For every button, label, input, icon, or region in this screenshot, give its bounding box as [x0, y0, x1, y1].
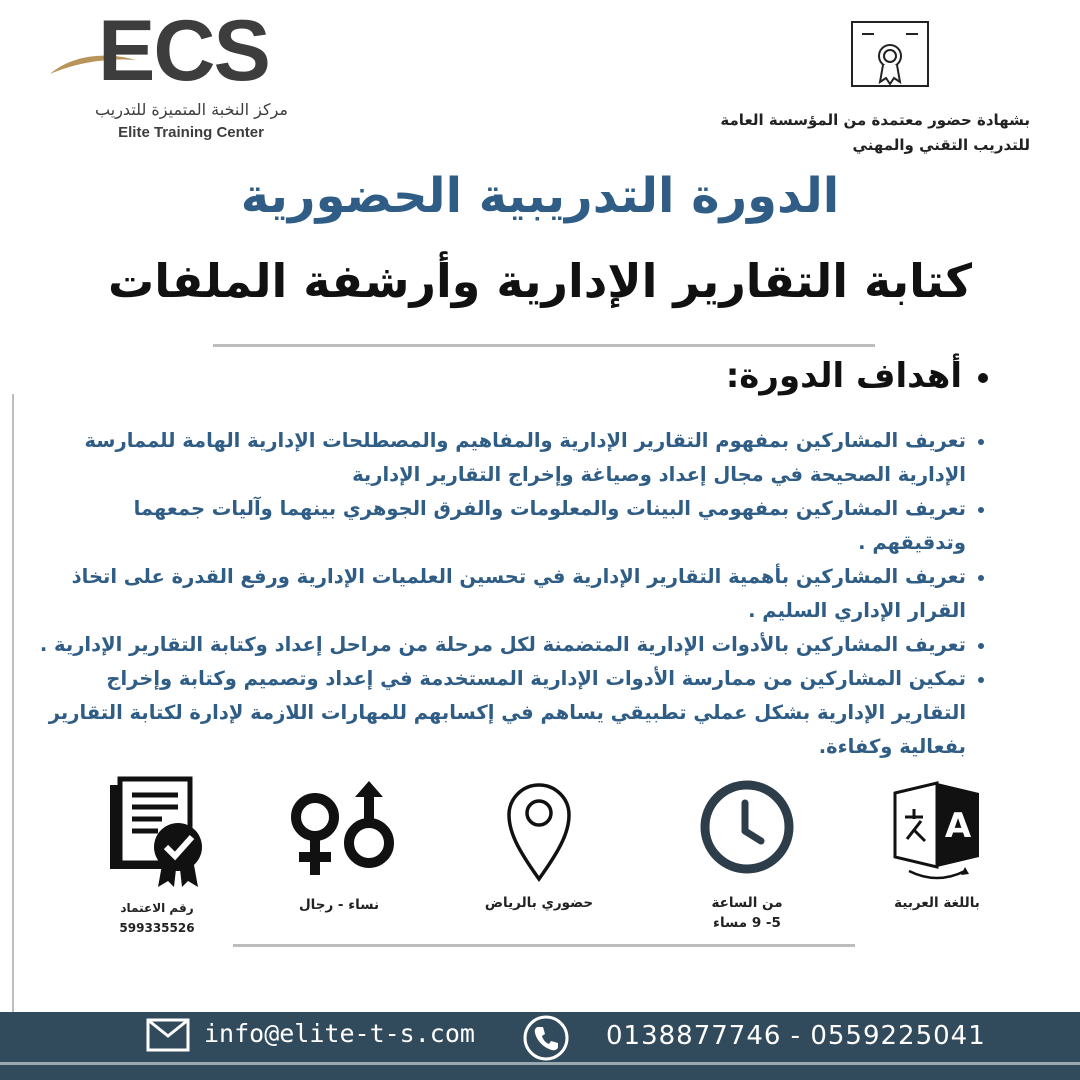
info-accreditation — [82, 775, 232, 938]
time-line-1: من الساعة — [711, 895, 783, 911]
svg-text:A: A — [944, 806, 972, 846]
phone-numbers[interactable]: 0138877746 - 0559225041 — [606, 1021, 986, 1051]
accreditation-number: 599335526 — [119, 921, 195, 935]
goal-item-5: تمكين المشاركين من ممارسة الأدوات الإدارية المستخدمة في إعداد وتصميم وكتابة وإخراج التقارير الإدارية بشكل عملي تطبيقي يساهم في إكسابهم للمهارات اللازمة لإدارة لكتابة التقارير بفعالية وكفاءة. — [36, 662, 966, 764]
location-label: حضوري بالرياض — [484, 895, 594, 911]
email-link[interactable]: info@elite-t-s.com — [204, 1019, 475, 1048]
goals-heading — [726, 356, 988, 396]
side-rule — [12, 394, 14, 1014]
certificate-icon — [850, 20, 930, 96]
certificate-text: بشهادة حضور معتمدة من المؤسسة العامة للتدريب التقني والمهني — [720, 111, 1030, 154]
course-title: كتابة التقارير الإدارية وأرشفة الملفات — [108, 254, 972, 308]
goal-item-4: تعريف المشاركين بالأدوات الإدارية المتضمنة لكل مرحلة من مراحل إعداد وكتابة التقارير الإدارية . — [36, 628, 966, 662]
footer-accent-line — [0, 1062, 1080, 1065]
goals-list — [36, 424, 988, 764]
time-label — [672, 893, 822, 933]
accreditation-title: رقم الاعتماد — [120, 901, 194, 915]
divider-bottom — [233, 944, 855, 947]
translate-icon — [887, 775, 987, 885]
divider-top — [213, 344, 875, 347]
goal-item-3: تعريف المشاركين بأهمية التقارير الإدارية في تحسين العلميات الإدارية ورفع القدرة على اتخاذ القرار الإداري السليم . — [36, 560, 966, 628]
accreditation-label — [82, 898, 232, 938]
logo-acronym: ECS — [98, 3, 269, 99]
info-location — [464, 775, 614, 913]
info-language — [862, 775, 1012, 913]
accredited-document-icon — [102, 775, 212, 890]
logo-arabic-name: مركز النخبة المتميزة للتدريب — [95, 100, 288, 119]
clock-icon — [697, 775, 797, 885]
main-title: الدورة التدريبية الحضورية — [240, 168, 840, 224]
gender-icon — [279, 777, 399, 887]
goal-item-2: تعريف المشاركين بمفهومي البينات والمعلومات والفرق الجوهري بينهما وآليات جمعهما وتدقيقهم . — [36, 492, 966, 560]
info-gender — [264, 775, 414, 915]
language-label: باللغة العربية — [894, 895, 980, 911]
time-line-2: 5- 9 مساء — [713, 915, 781, 931]
goals-heading-text: أهداف الدورة: — [725, 356, 962, 396]
info-time — [672, 775, 822, 933]
goal-item-1: تعريف المشاركين بمفهوم التقارير الإدارية والمفاهيم والمصطلحات الإدارية الهامة للممارسة الإدارية الصحيحة في مجال إعداد وصياغة وإخراج التقارير الإدارية — [36, 424, 966, 492]
logo-english-name: Elite Training Center — [118, 124, 264, 141]
heading-bullet-icon — [978, 373, 988, 383]
gender-label: نساء - رجال — [298, 897, 380, 913]
phone-icon — [522, 1014, 570, 1062]
location-pin-icon — [489, 775, 589, 885]
ecs-logo — [48, 3, 298, 144]
mail-icon — [146, 1018, 190, 1052]
